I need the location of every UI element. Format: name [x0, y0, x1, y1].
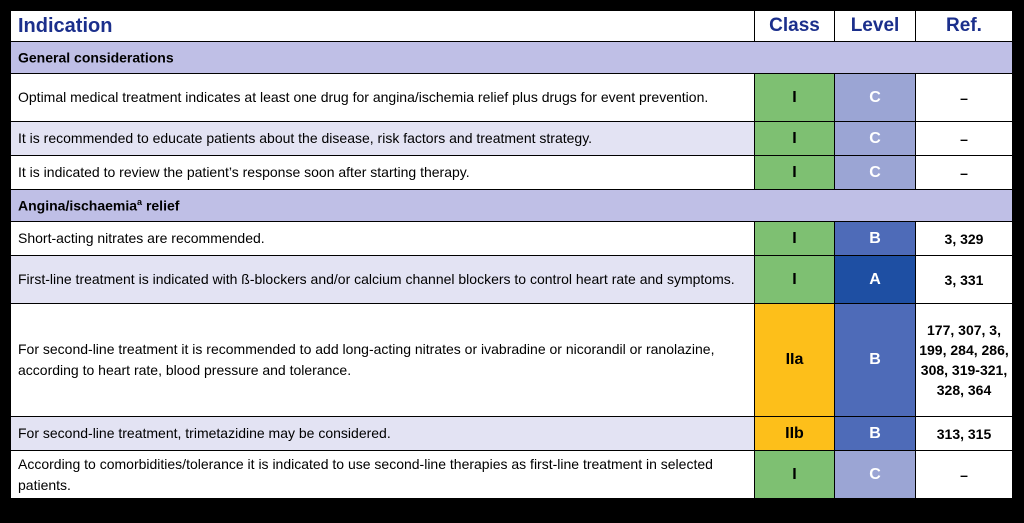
ref-cell: 177, 307, 3, 199, 284, 286, 308, 319-321, 328, 364 [916, 304, 1013, 417]
header-indication: Indication [11, 11, 755, 42]
section-title [11, 190, 1013, 222]
indication-cell: Short-acting nitrates are recommended. [11, 222, 755, 256]
ref-cell: – [916, 451, 1013, 499]
class-cell: IIb [755, 417, 835, 451]
table-body [11, 42, 1013, 499]
section-header-row [11, 190, 1013, 222]
ref-cell: – [916, 122, 1013, 156]
ref-cell: 3, 329 [916, 222, 1013, 256]
table-row [11, 156, 1013, 190]
section-title-text: Angina/ischaemia [18, 197, 138, 214]
section-title-text: General considerations [18, 49, 174, 66]
class-cell: I [755, 256, 835, 304]
indication-cell: For second-line treatment, trimetazidine may be considered. [11, 417, 755, 451]
class-cell: IIa [755, 304, 835, 417]
class-cell: I [755, 222, 835, 256]
level-cell: C [835, 74, 916, 122]
section-title-footnote: a [137, 197, 143, 208]
level-cell: A [835, 256, 916, 304]
class-cell: I [755, 451, 835, 499]
level-cell: C [835, 122, 916, 156]
header-class: Class [755, 11, 835, 42]
header-level: Level [835, 11, 916, 42]
level-cell: C [835, 156, 916, 190]
class-cell: I [755, 122, 835, 156]
section-header-row [11, 42, 1013, 74]
indication-cell: It is recommended to educate patients about the disease, risk factors and treatment strategy. [11, 122, 755, 156]
class-cell: I [755, 74, 835, 122]
table-row [11, 222, 1013, 256]
section-title [11, 42, 1013, 74]
table-row [11, 417, 1013, 451]
table-row [11, 256, 1013, 304]
indication-cell: Optimal medical treatment indicates at least one drug for angina/ischemia relief plus drugs for event prevention. [11, 74, 755, 122]
level-cell: C [835, 451, 916, 499]
indication-cell: For second-line treatment it is recommended to add long-acting nitrates or ivabradine or nicorandil or ranolazine, according to heart rate, blood pressure and tolerance. [11, 304, 755, 417]
indication-cell: First-line treatment is indicated with ß-blockers and/or calcium channel blockers to control heart rate and symptoms. [11, 256, 755, 304]
table-row [11, 451, 1013, 499]
level-cell: B [835, 222, 916, 256]
indication-cell: According to comorbidities/tolerance it is indicated to use second-line therapies as first-line treatment in selected patients. [11, 451, 755, 499]
level-cell: B [835, 417, 916, 451]
header-ref: Ref. [916, 11, 1013, 42]
table-row [11, 74, 1013, 122]
ref-cell: 3, 331 [916, 256, 1013, 304]
table-row [11, 122, 1013, 156]
level-cell: B [835, 304, 916, 417]
class-cell: I [755, 156, 835, 190]
section-title-suffix: relief [142, 197, 180, 214]
table-row [11, 304, 1013, 417]
indication-cell: It is indicated to review the patient’s response soon after starting therapy. [11, 156, 755, 190]
ref-cell: – [916, 156, 1013, 190]
header-row [11, 11, 1013, 42]
ref-cell: 313, 315 [916, 417, 1013, 451]
recommendation-table [10, 10, 1013, 499]
ref-cell: – [916, 74, 1013, 122]
